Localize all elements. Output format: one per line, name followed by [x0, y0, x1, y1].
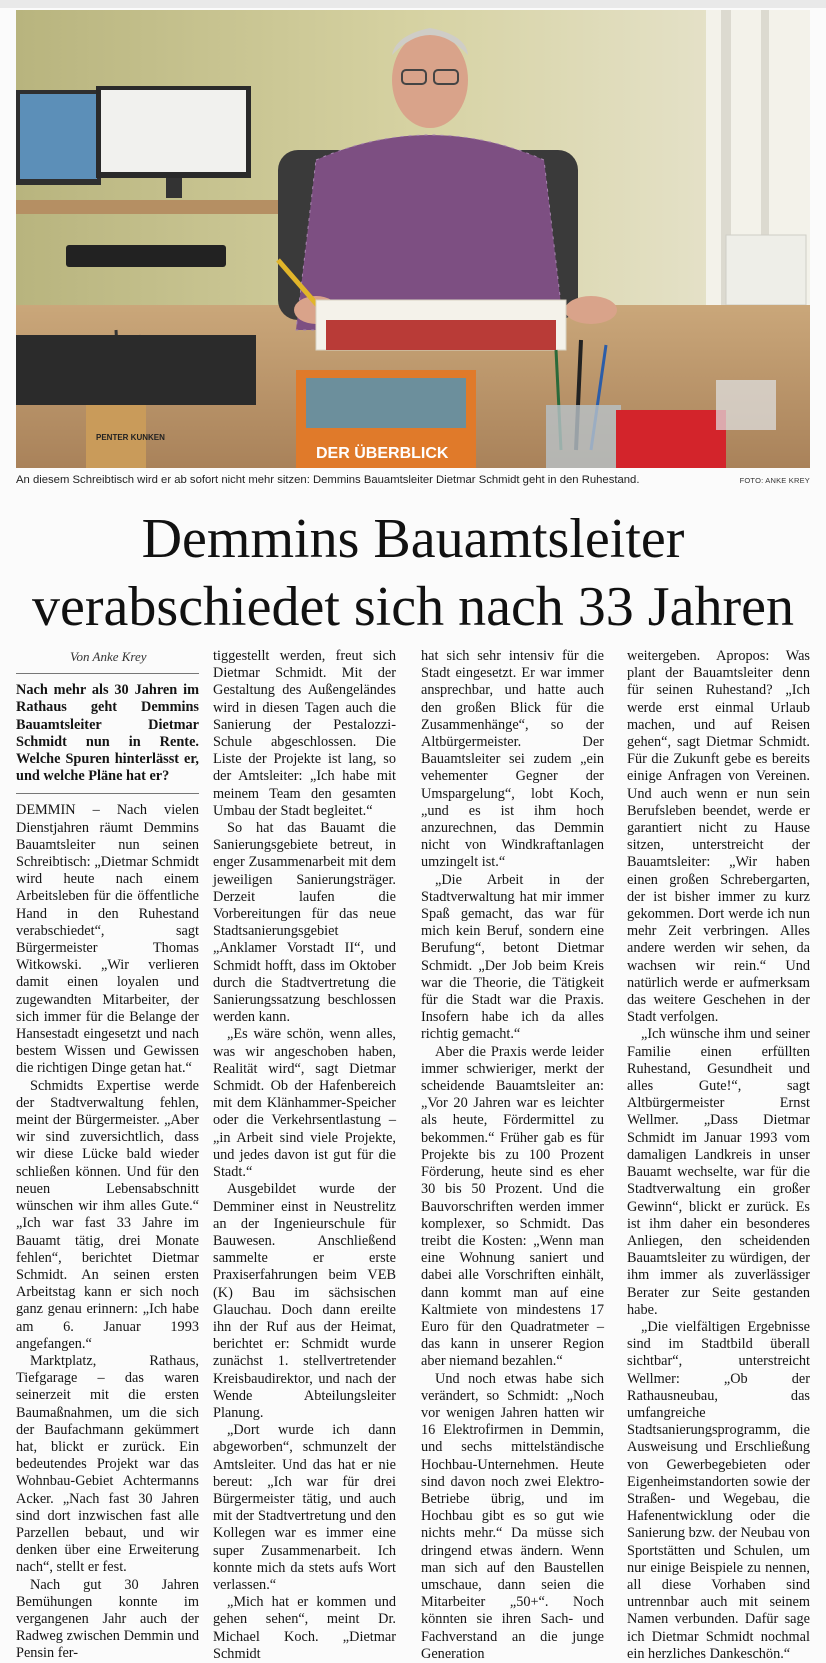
headline-line-1: Demmins Bauamtsleiter	[141, 508, 685, 570]
paragraph: Aber die Praxis werde leider immer schwieriger, merkt der scheidende Bauamtsleiter an: „Vor 20 Jahren war es leichter als heute, Fördermittel zu bekommen.“ Früher gab es für Projekte bis zu 100 Prozent Förderung, heute sind es eher 30 bis 50 Prozent. Und die Bauvorschriften werden immer komplexer, so Schmidt. Das treibt die Kosten: „Wenn man eine Wohnung saniert und dabei alle Vorschriften einhält, dann kommt man auf eine Kaltmiete von mindestens 17 Euro für den Quadratmeter – das kann in unserer Region aber niemand bezahlen.“	[421, 1043, 604, 1370]
paragraph: hat sich sehr intensiv für die Stadt eingesetzt. Er war immer ansprechbar, und hatte auch den großen Blick für die Zusammenhänge“, so der Altbürgermeister. Der Bauamtsleiter sei zudem „ein vehementer Gegner der Umspargelung“, lobt Koch, „und es ist ihm hoch anzurechnen, das Demmin nicht von Windkraftanlagen umzingelt ist.“	[421, 648, 604, 871]
divider	[16, 673, 199, 674]
photo-caption: An diesem Schreibtisch wird er ab sofort nicht mehr sitzen: Demmins Bauamtsleiter Dietmar Schmidt geht in den Ruhestand.	[16, 474, 640, 486]
lead-text: Nach mehr als 30 Jahren im Rathaus geht Demmins Bauamtsleiter Dietmar Schmidt nun in Rente. Welche Spuren hinterlässt er, und welche Pläne hat er?	[16, 682, 199, 785]
article-body	[16, 648, 810, 1662]
brochure-title: DER ÜBERBLICK	[316, 445, 449, 462]
column-1	[16, 648, 199, 1663]
brochure	[296, 370, 476, 468]
paragraph: Ausgebildet wurde der Demminer einst in Neustrelitz an der Ingenieurschule für Bauwesen. Anschließend sammelte er erste Praxiserfahrungen beim VEB (K) Bau im sächsischen Glauchau. Doch dann ereilte ihn der Ruf aus der Heimat, berichtet er: Schmidt wurde zunächst 1. stellvertretender Kreisbaudirektor, und nach der Wende Abteilungsleiter Planung.	[213, 1181, 396, 1421]
article-photo	[16, 10, 810, 468]
column-3	[421, 648, 604, 1663]
paragraph: Nach gut 30 Jahren Bemühungen konnte im vergangenen Jahr auch der Radweg zwischen Demmin und Pensin fer-	[16, 1576, 199, 1662]
paragraph: Schmidts Expertise werde der Stadtverwaltung fehlen, meint der Bürgermeister. „Aber wir sind zuversichtlich, dass wir diese Lücke bald wieder schließen können. Und für den neuen Lebensabschnitt wünschen wir ihm alles Gute.“ „Ich war fast 33 Jahre im Bauamt tätig, drei Monate fehlen“, berichtet Dietmar Schmidt. An seinen ersten Arbeitstag kann er sich noch ganz genau erinnern: „Ich habe am 6. Januar 1993 angefangen.“	[16, 1077, 199, 1352]
author-byline: Von Anke Krey	[70, 649, 147, 664]
cup-brand: PENTER KUNKEN	[96, 433, 165, 442]
paragraph: „Mich hat er kommen und gehen sehen“, meint Dr. Michael Koch. „Dietmar Schmidt	[213, 1594, 396, 1662]
paragraph: Und noch etwas habe sich verändert, so Schmidt: „Noch vor wenigen Jahren hatten wir 16 Elektrofirmen in Demmin, und sechs mittelständische Hochbau-Unternehmen. Heute sind davon noch zwei Elektro-Betriebe übrig, und im Hochbau gibt es so gut wie nichts mehr.“ Da müsse sich dringend etwas ändern. Wenn man sich auf den Baustellen umschaue, dann seien die Mitarbeiter „50+“. Noch könnten sie ihren Sach- und Fachverstand an die junge Generation	[421, 1370, 604, 1662]
photo-credit: FOTO: ANKE KREY	[739, 476, 810, 485]
divider	[16, 793, 199, 794]
red-tray	[616, 410, 726, 468]
paragraph: So hat das Bauamt die Sanierungsgebiete betreut, in enger Zusammenarbeit mit dem jeweiligen Sanierungsträger. Derzeit laufen die Vorbereitungen für das neue Stadtsanierungsgebiet „Anklamer Vorstadt II“, und Schmidt hofft, dass im Oktober durch die Stadtvertretung die Sanierungssatzung beschlossen werden kann.	[213, 820, 396, 1026]
paragraph: DEMMIN – Nach vielen Dienstjahren räumt Demmins Bauamtsleiter nun seinen Schreibtisch: „Dietmar Schmidt wird heute nach einem Arbeitsleben für die öffentliche Hand in den Ruhestand verabschiedet“, sagt Bürgermeister Thomas Witkowski. „Wir verlieren damit einen loyalen und zugewandten Mitarbeiter, der sich immer für die Belange der Hansestadt eingesetzt und nach bestem Wissen und Gewissen die richtigen Dinge getan hat.“	[16, 802, 199, 1077]
headline-line-2: verabschiedet sich nach 33 Jahren	[32, 576, 794, 638]
headline	[16, 505, 810, 641]
top-edge	[0, 0, 826, 8]
paragraph: „Die vielfältigen Ergebnisse sind im Stadtbild überall sichtbar“, unterstreicht Wellmer: „Ob der Rathausneubau, das umfangreiche Stadtsanierungsprogramm, die Ausweisung und Erschließung von Gewerbegebieten oder Eigenheimstandorten sowie der Straßen- und Wegebau, die Hafenentwicklung oder die Sanierung bzw. der Neubau von Sportstätten und Schulen, um nur einige Beispiele zu nennen, all diese Vorhaben sind untrennbar auch mit seinem Namen verbunden. Dafür sage ich Dietmar Schmidt nochmal ein herzliches Dankeschön.“	[627, 1318, 810, 1662]
paragraph: weitergeben. Apropos: Was plant der Bauamtsleiter denn für seinen Ruhestand? „Ich werde erst einmal Urlaub machen, und auf Reisen gehen“, sagt Dietmar Schmidt. Für die Zukunft gebe es bereits einige Anfragen von Vereinen. Und auch wenn er nun sein Berufsleben beendet, werde er garantiert nicht zu Hause sitzen, unterstreicht der Bauamtsleiter: „Wir haben einen großen Schrebergarten, der ist bisher immer zu kurz gekommen. Dort werde ich nun mehr Zeit verbringen. Alles andere werden wir sehen, da wachsen wir rein.“ Und natürlich werde er aufmerksam das weitere Geschehen in der Stadt verfolgen.	[627, 648, 810, 1026]
paragraph: tiggestellt werden, freut sich Dietmar Schmidt. Mit der Gestaltung des Außengeländes wird in diesen Tagen auch die Sanierung der Pestalozzi-Schule abgeschlossen. Die Liste der Projekte ist lang, so der Amtsleiter: „Ich habe mit meinem Team den gesamten Umbau der Stadt begleitet.“	[213, 648, 396, 819]
paragraph: „Es wäre schön, wenn alles, was wir angeschoben haben, Realität wird“, sagt Dietmar Schmidt. Ob der Hafenbereich mit dem Klänhammer-Speicher oder die Verkehrsentlastung – „in Arbeit sind viele Projekte, und jedes davon ist gut für die Stadt.“	[213, 1026, 396, 1181]
column-4	[627, 648, 810, 1663]
paragraph: Marktplatz, Rathaus, Tiefgarage – das waren seinerzeit mit die ersten Baumaßnahmen, um die sich der Baufachmann gekümmert hat, blickt er zurück. Ein bedeutendes Projekt war das Wohnbau-Gebiet Achtermanns Acker. „Nach fast 30 Jahren sind dort inzwischen fast alle Parzellen bebaut, und wir denken über eine Erweiterung nach“, stellt er fest.	[16, 1352, 199, 1576]
paragraph: „Die Arbeit in der Stadtverwaltung hat mir immer Spaß gemacht, das war für mich kein Beruf, sondern eine Berufung“, betont Dietmar Schmidt. „Der Job beim Kreis war die Theorie, die Tätigkeit für die Stadt war die Praxis. Insofern habe ich da alles richtig gemacht.“	[421, 871, 604, 1043]
paragraph: „Dort wurde ich dann abgeworben“, schmunzelt der Amtsleiter. Und das hat er nie bereut: „Ich war für drei Bürgermeister tätig, und auch mit der Stadtvertretung und den Kollegen war es immer eine super Zusammenarbeit. Ich konnte mich da stets aufs Wort verlassen.“	[213, 1422, 396, 1593]
column-2	[213, 648, 396, 1663]
paragraph: „Ich wünsche ihm und seiner Familie einen erfüllten Ruhestand, Gesundheit und alles Gute!“, sagt Altbürgermeister Ernst Wellmer. „Dass Dietmar Schmidt im Januar 1993 vom damaligen Landkreis in unser Bauamt wechselte, war für die Stadtverwaltung ein großer Gewinn“, blickt er zurück. Es ist ihm daher ein besonderes Anliegen, den scheidenden Bauamtsleiter zu würdigen, der ihm immer als zuverlässiger Berater zur Seite gestanden habe.	[627, 1026, 810, 1318]
